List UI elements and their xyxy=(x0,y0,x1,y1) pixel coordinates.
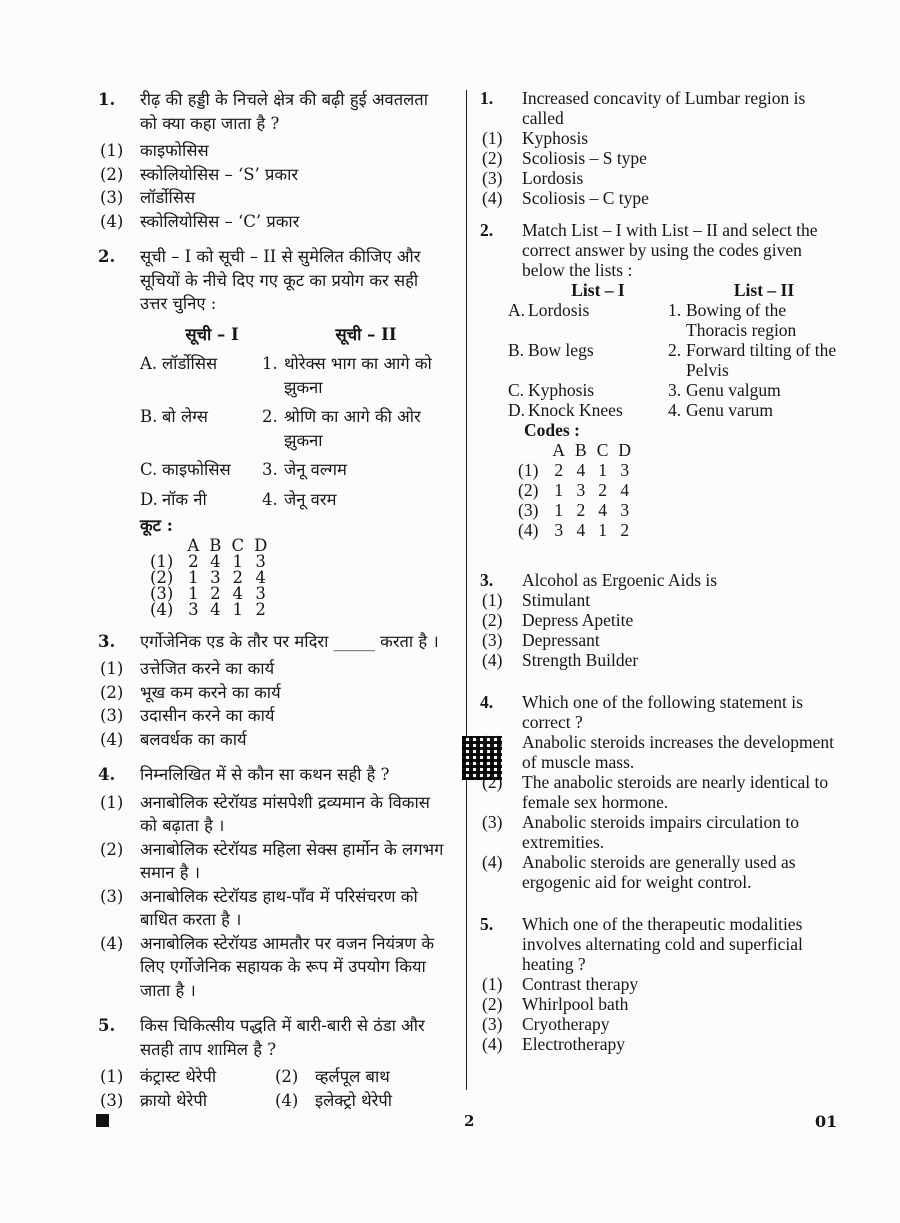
question-number: 1. xyxy=(480,88,494,108)
column-divider xyxy=(466,90,467,1090)
match-row: D. नॉक नी 4. जेनू वरम xyxy=(140,489,337,509)
option: (4) अनाबोलिक स्टेरॉयड आमतौर पर वजन नियंत्रण के लिए एर्गोजेनिक सहायक के रूप में उपयोग किया जाता है । xyxy=(100,933,435,1000)
list-1-header: सूची – I xyxy=(185,324,239,344)
match-row: B. बो लेग्स 2. श्रोणि का आगे की ओर झुकना xyxy=(140,407,421,450)
english-question-3 xyxy=(480,570,842,590)
question-number: 3. xyxy=(98,631,116,651)
option: (1) काइफोसिस xyxy=(100,141,209,160)
codes-label: Codes : xyxy=(524,420,580,440)
question-number: 4. xyxy=(98,765,116,784)
option: (3) लॉर्डोसिस xyxy=(100,188,196,207)
code-row: (2) 1 3 2 4 xyxy=(150,567,266,587)
option: (1) Kyphosis xyxy=(482,128,589,148)
english-q1-options xyxy=(480,128,842,208)
hindi-q1-options xyxy=(98,139,448,233)
match-row: C. Kyphosis 3. Genu valgum xyxy=(508,380,781,400)
option: (3) Cryotherapy xyxy=(482,1014,610,1034)
hindi-question-3 xyxy=(98,630,448,654)
codes-label: कूट : xyxy=(140,516,173,535)
option: (3) क्रायो थेरेपी xyxy=(100,1090,207,1110)
english-question-5 xyxy=(480,914,842,974)
booklet-code: 01 xyxy=(815,1112,838,1131)
option: (1) उत्तेजित करने का कार्य xyxy=(100,659,275,678)
option: (3) Lordosis xyxy=(482,168,584,188)
option: (4) बलवर्धक का कार्य xyxy=(100,729,247,749)
match-row: A. लॉर्डोसिस 1. थोरेक्स भाग का आगे को झुकना xyxy=(140,354,432,397)
option: (4) Scoliosis – C type xyxy=(482,188,649,208)
question-text: Which one of the following statement is correct ? xyxy=(522,692,803,732)
hindi-q2-match xyxy=(98,320,448,618)
corner-square-mark xyxy=(96,1114,109,1127)
english-q4-options xyxy=(480,732,842,892)
list-2-header: सूची – II xyxy=(335,324,397,344)
page-number: 2 xyxy=(464,1112,475,1130)
option: (3) अनाबोलिक स्टेरॉयड हाथ-पाँव में परिसंचरण को बाधित करता है । xyxy=(100,886,418,929)
code-row: (4) 3 4 1 2 xyxy=(150,599,266,619)
match-row: D. Knock Knees 4. Genu varum xyxy=(508,400,773,420)
codes-table: A B C D (1) 2 4 1 3 (2) 1 3 2 4 (3) 1 2 4 3 (4) 3 4 1 2 xyxy=(150,538,277,618)
question-text: Alcohol as Ergoenic Aids is xyxy=(522,570,718,590)
option: (4) Strength Builder xyxy=(482,650,639,670)
hindi-question-4 xyxy=(98,763,448,787)
match-table xyxy=(140,320,448,515)
question-number: 5. xyxy=(98,1016,116,1035)
question-number: 2. xyxy=(480,220,494,240)
option: (1) Stimulant xyxy=(482,590,591,610)
list-2-header: List – II xyxy=(733,280,795,300)
option: (2) अनाबोलिक स्टेरॉयड महिला सेक्स हार्मोन के लगभग समान है । xyxy=(100,839,444,882)
question-text: सूची – I को सूची – II से सुमेलित कीजिए और सूचियों के नीचे दिए गए कूट का प्रयोग कर सही उत्तर चुनिए : xyxy=(140,247,421,313)
hindi-q4-options xyxy=(98,791,448,1003)
question-number: 4. xyxy=(480,692,494,712)
code-row: (3) 1 2 4 3 xyxy=(518,500,630,520)
question-number: 1. xyxy=(98,90,116,109)
option: (1) Anabolic steroids increases the development of muscle mass. xyxy=(482,732,834,772)
question-text: रीढ़ की हड्डी के निचले क्षेत्र की बढ़ी हुई अवतलता को क्या कहा जाता है ? xyxy=(140,90,428,133)
english-question-1 xyxy=(480,88,842,128)
option: (2) Scoliosis – S type xyxy=(482,148,647,168)
code-row: (1) 2 4 1 3 xyxy=(518,460,630,480)
english-q5-options xyxy=(480,974,842,1054)
option: (2) स्कोलियोसिस – ‘S’ प्रकार xyxy=(100,164,299,184)
option: (2) The anabolic steroids are nearly identical to female sex hormone. xyxy=(482,772,829,812)
option: (2) भूख कम करने का कार्य xyxy=(100,682,281,702)
hindi-q3-options xyxy=(98,657,448,751)
list-1-header: List – I xyxy=(571,280,625,300)
code-row: (2) 1 3 2 4 xyxy=(518,480,630,500)
option: (3) उदासीन करने का कार्य xyxy=(100,706,275,725)
hindi-q5-options xyxy=(98,1065,448,1112)
code-row: (4) 3 4 1 2 xyxy=(518,520,630,540)
hindi-question-5 xyxy=(98,1014,448,1061)
question-number: 2. xyxy=(98,247,116,266)
match-table xyxy=(508,280,842,420)
hindi-column xyxy=(98,88,448,1124)
english-q3-options xyxy=(480,590,842,670)
option: (1) अनाबोलिक स्टेरॉयड मांसपेशी द्रव्यमान के विकास को बढ़ाता है । xyxy=(100,792,430,835)
match-row: A. Lordosis 1. Bowing of the Thoracis region xyxy=(508,300,797,340)
option: (4) स्कोलियोसिस – ‘C’ प्रकार xyxy=(100,211,300,231)
option: (2) व्हर्लपूल बाथ xyxy=(275,1067,390,1086)
codes-table: A B C D (1) 2 4 1 3 (2) 1 3 2 4 (3) 1 2 4 3 (4) 3 4 1 2 xyxy=(518,440,641,540)
option: (2) Depress Apetite xyxy=(482,610,634,630)
question-text: Which one of the therapeutic modalities involves alternating cold and superficial heating ? xyxy=(522,914,803,974)
question-number: 5. xyxy=(480,914,494,934)
option: (4) Anabolic steroids are generally used as ergogenic aid for weight control. xyxy=(482,852,796,892)
question-text: एर्गोजेनिक एड के तौर पर मदिरा _____ करता है । xyxy=(140,631,439,651)
english-column xyxy=(480,88,842,1066)
option: (3) Depressant xyxy=(482,630,600,650)
english-q2-match xyxy=(480,280,842,540)
code-row: (1) 2 4 1 3 xyxy=(150,551,266,571)
option: (1) Contrast therapy xyxy=(482,974,639,994)
question-text: किस चिकित्सीय पद्धति में बारी-बारी से ठंडा और सतही ताप शामिल है ? xyxy=(140,1016,425,1059)
match-row: B. Bow legs 2. Forward tilting of the Pelvis xyxy=(508,340,837,380)
code-row: (3) 1 2 4 3 xyxy=(150,583,266,603)
option: (4) Electrotherapy xyxy=(482,1034,626,1054)
option: (4) इलेक्ट्रो थेरेपी xyxy=(275,1090,393,1110)
question-text: निम्नलिखित में से कौन सा कथन सही है ? xyxy=(140,765,390,784)
match-row: C. काइफोसिस 3. जेनू वल्गम xyxy=(140,460,347,479)
option: (2) Whirlpool bath xyxy=(482,994,629,1014)
question-number: 3. xyxy=(480,570,494,590)
option: (1) कंट्रास्ट थेरेपी xyxy=(100,1067,217,1086)
option: (3) Anabolic steroids impairs circulation to extremities. xyxy=(482,812,800,852)
hindi-question-2 xyxy=(98,245,448,316)
english-question-2 xyxy=(480,220,842,280)
question-text: Increased concavity of Lumbar region is called xyxy=(522,88,806,128)
question-text: Match List – I with List – II and select the correct answer by using the codes given below the lists : xyxy=(522,220,818,280)
english-question-4 xyxy=(480,692,842,732)
hindi-question-1 xyxy=(98,88,448,135)
